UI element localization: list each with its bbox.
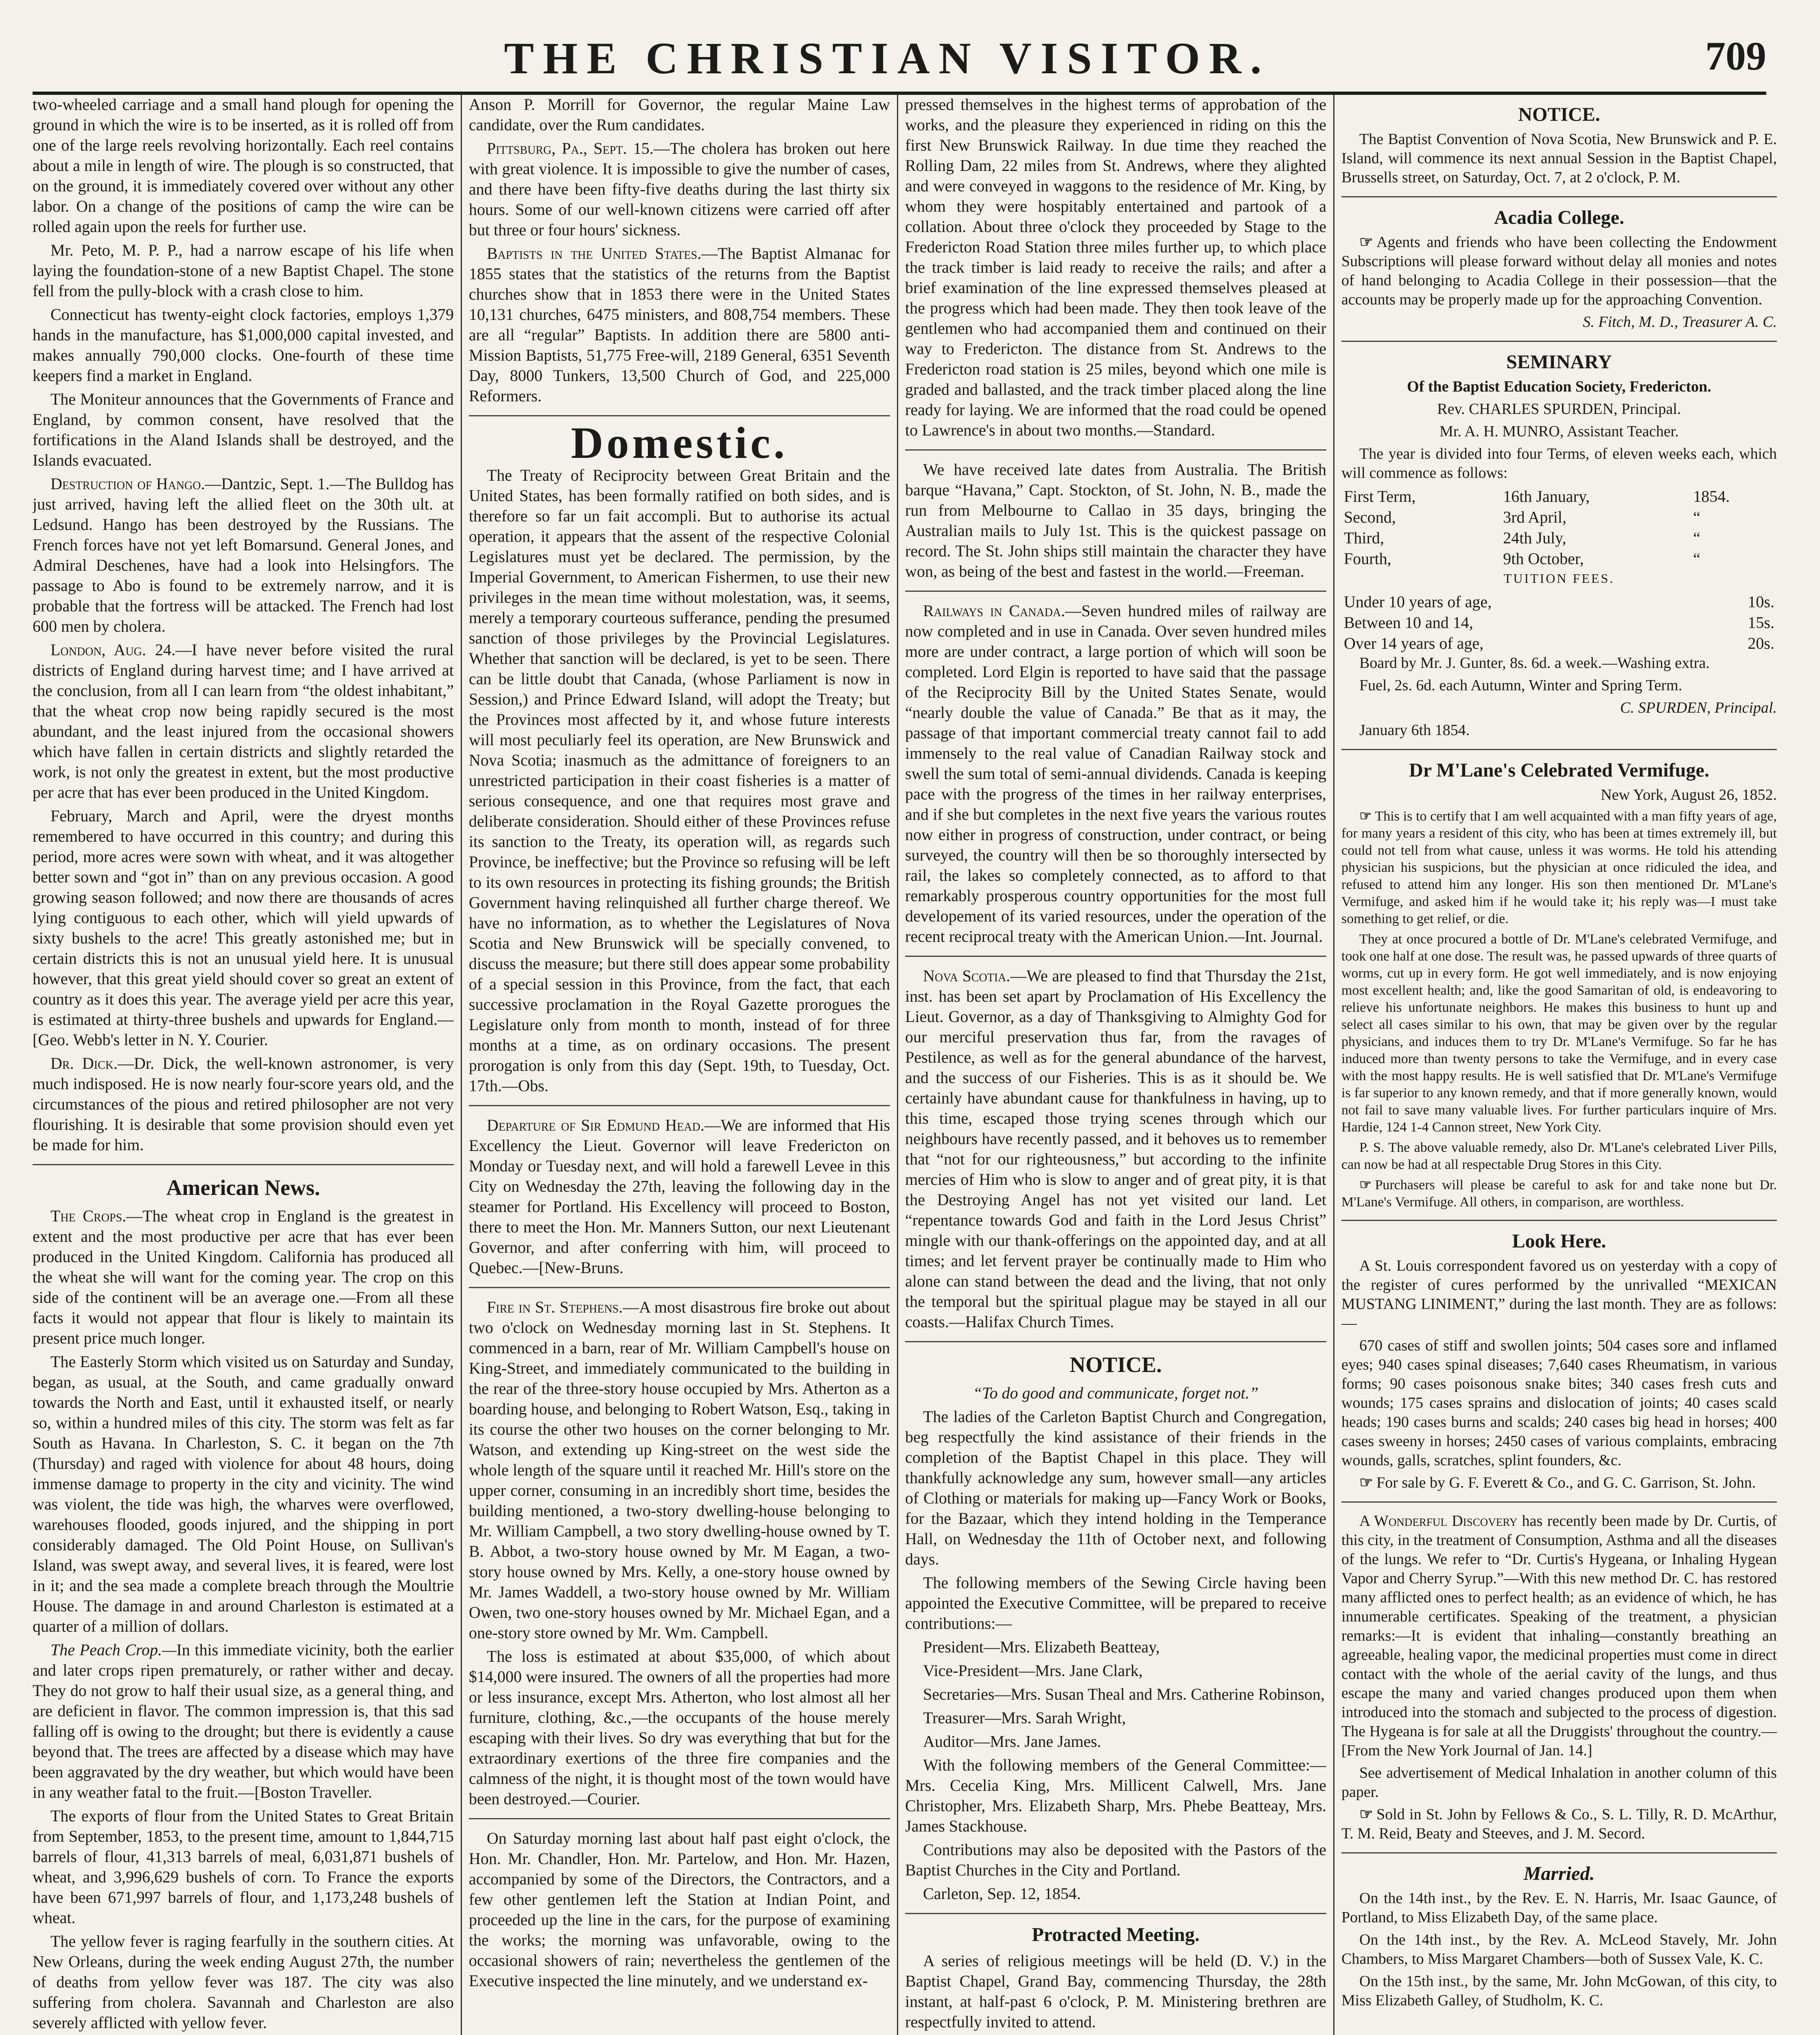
- column-2: [469, 94, 890, 2035]
- mlane-text: Purchasers will please be careful to ask for and take none but Dr. M'Lane's Vermifuge. All others, in comparison, are worthless.: [1341, 1177, 1777, 1210]
- seminary-heading: SEMINARY: [1506, 351, 1612, 373]
- fee-amount: 20s.: [1748, 634, 1774, 652]
- term-year: “: [1693, 508, 1700, 526]
- seminary-paragraph: Fuel, 2s. 6d. each Autumn, Winter and Spring Term.: [1359, 677, 1682, 694]
- article-paragraph: [905, 601, 1326, 947]
- article-lead: A Wonderful Discovery: [1359, 1512, 1518, 1530]
- article-paragraph: On Saturday morning last about half past eight o'clock, the Hon. Mr. Chandler, Hon. Mr. Partelow, and Hon. Mr. Hazen, accompanied by some of the Directors, the Contractors, and a few other gentlemen left the Station at Indian Point, and proceeded up the line in the cars, for the purpose of examining the works; the morning was unfavorable, owing to the occasional showers of rain; nevertheless the gentlemen of the Executive inspected the line minutely, and we understand ex-: [469, 1829, 890, 1990]
- seminary-paragraph: The year is divided into four Terms, of eleven weeks each, which will commence as follows:: [1341, 445, 1777, 481]
- mlane-heading: Dr M'Lane's Celebrated Vermifuge.: [1409, 759, 1709, 781]
- article-paragraph: The Moniteur announces that the Governments of France and England, by common consent, have resolved that the fortifications in the Aland Islands shall be destroyed, and the Islands evacuated.: [33, 390, 454, 469]
- tuition-heading: TUITION FEES.: [1503, 571, 1615, 586]
- section-rule: [1341, 749, 1777, 750]
- article-body: I have never before visited the rural districts of England during harvest time; and I have arrived at the conclusion, from all I can learn from “the oldest inhabitant,” that the wheat crop now being rapidly secured is the most abundant, and the least injured from the occasional showers which have fallen in certain districts and slightly retarded the work, is not only the greatest in extent, but the most productive per acre that has ever been produced in the United Kingdom.: [33, 641, 454, 801]
- article-body: We are informed that His Excellency the Lieut. Governor will leave Fredericton on Monday or Tuesday next, and will hold a farewell Levee in this City on Wednesday the 27th, leaving the following day in the steamer for Portland. His Excellency will proceed to Boston, there to meet the Hon. Mr. Manners Sutton, our next Lieutenant Governor, and after conferring with him, will proceed to Quebec.—[New-Bruns.: [469, 1116, 890, 1277]
- section-rule: [33, 1164, 454, 1165]
- article-paragraph: Mr. Peto, M. P. P., had a narrow escape of his life when laying the foundation-stone of a new Baptist Chapel. The stone fell from the pully-block with a crash close to him.: [33, 241, 454, 300]
- article-paragraph: [33, 1053, 454, 1155]
- newspaper-title: THE CHRISTIAN VISITOR.: [504, 33, 1271, 83]
- look-paragraph: [1341, 1473, 1777, 1492]
- protracted-meeting-heading: Protracted Meeting.: [1032, 1924, 1200, 1945]
- pointing-hand-icon: ☞: [1359, 1474, 1374, 1491]
- fee-row: [1341, 633, 1777, 654]
- section-heading-american-news: American News.: [166, 1175, 320, 1200]
- article-body: Dr. Dick, the well-known astronomer, is very much indisposed. He is now nearly four-score years old, and the circumstances of the pious and retired philosopher are not very flourishing. It is desirable that some provision should even yet be made for him.: [33, 1054, 454, 1154]
- fee-label: Under 10 years of age,: [1344, 593, 1492, 611]
- article-lead: Baptists in the United States.—: [487, 244, 718, 263]
- section-rule: [1341, 341, 1777, 342]
- section-rule: [469, 1287, 890, 1288]
- article-body: The cholera has broken out here with great violence. It is impossible to give the number of cases, and there have been fifty-five deaths during the last thirty six hours. Some of our well-known citizens were carried off after but three or four hours' sickness.: [469, 139, 890, 239]
- column-3: [905, 94, 1326, 2035]
- term-row: [1341, 548, 1777, 569]
- notice-heading: NOTICE.: [1070, 1352, 1162, 1377]
- term-date: 9th October,: [1503, 549, 1584, 568]
- convention-notice-heading: NOTICE.: [1518, 104, 1600, 125]
- section-rule: [1341, 196, 1777, 197]
- article-paragraph: The Treaty of Reciprocity between Great Britain and the United States, has been formally ratified on both sides, and is therefore so far un fait accompli. But to authorise its actual operation, it appears that the assent of the respective Colonial Legislatures must yet be declared. The permission, by the Imperial Government, to American Fishermen, to use their new privileges in the mean time without molestation, was, it seems, merely a temporary courteous sufferance, pending the presumed sanction of those privileges by the Provincial Legislatures. Whether that sanction will be declared, is yet to be seen. There can be little doubt that Canada, (whose Parliament is now in Session,) and Prince Edward Island, will adopt the Treaty; but the Provinces most affected by it, and whose future interests will most peculiarly feel its operation, are New Brunswick and Nova Scotia; inasmuch as the admittance of foreigners to an unrestricted participation in their coast fisheries is a matter of serious consequence, and one that requires most grave and deliberate consideration. Should either of these Provinces refuse its sanction to the Treaty, its operation will, as regards such Province, be ineffective; but the Province so refusing will be left to its own resources in protecting its fishing grounds; the British Government having relinquished all further charge thereof. We have no information, as to whether the Legislatures of Nova Scotia and New Brunswick will be specially convened, to discuss the measure; but there still does appear some probability of a special session in this Province, from the fact, that each successive proclamation in the Royal Gazette prorogues the Legislature only from month to month, instead of for three months at a time, as on ordinary occasions. The present prorogation is only from this day (Sept. 19th, to Tuesday, Oct. 17th.—Obs.: [469, 466, 890, 1095]
- article-lead: Nova Scotia.—: [923, 967, 1027, 985]
- mlane-text: This is to certify that I am well acquainted with a man fifty years of age, for many years a resident of this city, who has been at times extremely ill, but could not tell from what cause, unless it was worms. He told his attending physician his suspicions, but the physician at once ridiculed the idea, and refused to attend him any longer. His son then mentioned Dr. M'Lane's Vermifuge, and asked him if he would take it; his reply was—I must take something to get relief, or die.: [1341, 809, 1777, 926]
- married-notice: On the 14th inst., by the Rev. A. McLeod Stavely, Mr. John Chambers, to Miss Margaret Chambers—both of Sussex Vale, K. C.: [1341, 1931, 1777, 1967]
- term-date: 16th January,: [1503, 487, 1590, 505]
- article-paragraph: [469, 1297, 890, 1643]
- term-row: [1341, 507, 1777, 527]
- column-1: [33, 94, 454, 2035]
- pointing-hand-icon: ☞: [1359, 809, 1372, 824]
- fee-row: [1341, 612, 1777, 633]
- section-rule: [469, 415, 890, 416]
- seminary-staff: Mr. A. H. MUNRO, Assistant Teacher.: [1439, 423, 1679, 440]
- section-rule: [1341, 1220, 1777, 1221]
- discovery-paragraph: [1341, 1805, 1777, 1843]
- term-name: Third,: [1344, 529, 1384, 547]
- section-rule: [905, 1341, 1326, 1342]
- notice-date: Carleton, Sep. 12, 1854.: [923, 1884, 1081, 1903]
- term-row: [1341, 486, 1777, 507]
- seminary-staff: Rev. CHARLES SPURDEN, Principal.: [1437, 400, 1681, 418]
- article-paragraph: Anson P. Morrill for Governor, the regular Maine Law candidate, over the Rum candidates.: [469, 95, 890, 134]
- section-heading-domestic: Domestic.: [571, 418, 788, 468]
- article-lead: Pittsburg, Pa., Sept. 15.—: [487, 139, 670, 158]
- married-heading: Married.: [1523, 1863, 1595, 1884]
- term-name: First Term,: [1344, 487, 1416, 505]
- article-lead: The Crops.—: [50, 1207, 143, 1225]
- masthead: [33, 24, 1766, 85]
- column-divider: [897, 94, 898, 2035]
- mlane-paragraph: They at once procured a bottle of Dr. M'Lane's celebrated Vermifuge, and took one half at one dose. The result was, he passed upwards of three quarts of worms, cut up in every form. He got well immediately, and is now enjoying most excellent health; and, like the good Samaritan of old, is endeavoring to relieve his unfortunate neighbors. He makes this business to hunt up and select all cases similar to his own, that may be given over by the regular physicians, and induces them to try Dr. M'Lane's Vermifuge. So far he has induced more than twenty persons to take the Vermifuge, and in every case with the most happy results. He is well satisfied that Dr. M'Lane's Vermifuge is far superior to any known remedy, and that if more generally known, would not fail to save many valuable lives. For further particulars inquire of Mrs. Hardie, 124 1-4 Cannon street, New York City.: [1341, 932, 1777, 1135]
- protracted-paragraph: A series of religious meetings will be held (D. V.) in the Baptist Chapel, Grand Bay, commencing Thursday, the 28th instant, at half-past 6 o'clock, P. M. Ministering brethren are respectfully invited to attend.: [905, 1952, 1326, 2031]
- term-year: “: [1693, 549, 1700, 568]
- married-notice: On the 15th inst., by the same, Mr. John McGowan, of this city, to Miss Elizabeth Galley, of Studholm, K. C.: [1341, 1973, 1777, 2009]
- acadia-signature: S. Fitch, M. D., Treasurer A. C.: [1583, 313, 1777, 330]
- term-date: 3rd April,: [1503, 508, 1566, 526]
- acadia-text: Agents and friends who have been collecting the Endowment Subscriptions will please forward without delay all monies and notes of hand belonging to Acadia College in their possession—that the accounts may be properly made up for the approaching Convention.: [1341, 234, 1777, 308]
- acadia-paragraph: [1341, 233, 1777, 309]
- terms-table: [1341, 486, 1777, 569]
- officer-line: Vice-President—Mrs. Jane Clark,: [923, 1661, 1143, 1680]
- section-rule: [1341, 1501, 1777, 1503]
- term-year: “: [1693, 529, 1700, 547]
- article-paragraph: two-wheeled carriage and a small hand plough for opening the ground in which the wire is to be inserted, as it is rolled off from one of the large reels revolving horizontally. Each reel contains about a mile in length of wire. The plough is so constructed, that on the ground, it is immediately covered over without any other labor. On a change of the positions of camp the wire can be rolled again upon the reels for further use.: [33, 95, 454, 236]
- fee-row: [1341, 591, 1777, 612]
- article-paragraph: February, March and April, were the dryest months remembered to have occurred in this country; and during this period, more acres were sown with wheat, and it was altogether better sown and “got in” than on any previous occasion. A good growing season followed; and now there are thousands of acres lying contiguous to each other, which will yield upwards of sixty bushels to the acre! This greatly astonished me; but in certain districts this is not an unusual yield here. It is unusual however, that this great yield should cover so great an extent of country as it does this year. The average yield per acre this year, is estimated at thirty-three bushels and upwards for England.—[Geo. Webb's letter in N. Y. Courier.: [33, 807, 454, 1049]
- officer-line: Secretaries—Mrs. Susan Theal and Mrs. Catherine Robinson,: [923, 1685, 1325, 1703]
- article-paragraph: [469, 1115, 890, 1278]
- column-divider: [461, 94, 462, 2035]
- article-lead: London, Aug. 24.—: [50, 641, 192, 659]
- article-body: Seven hundred miles of railway are now completed and in use in Canada. Over seven hundred miles more are under contract, a large portion of which will soon be completed. Lord Elgin is reported to have said that the passage of the Reciprocity Bill by the United States Senate, would “nearly double the value of Canada.” Be that as it may, the passage of that important commercial treaty cannot fail to add immensely to the real value of Canadian Railway stock and swell the sum total of semi-annual dividends. Canada is keeping pace with the progress of the times in her railway enterprises, and if she but completes in the next five years the various routes now either in progress of construction, under contract, or being surveyed, the country will then be so thoroughly intersected by rail, the lakes so completely connected, as to afford to that remarkably prosperous country opportunities for the most full developement of its varied resources, under the operation of the recent reciprocal treaty with the American Union.—Int. Journal.: [905, 602, 1326, 945]
- article-paragraph: The exports of flour from the United States to Great Britain from September, 1853, to the present time, amount to 1,844,715 barrels of flour, 41,313 barrels of meal, 6,031,871 bushels of wheat, and 3,996,629 bushels of corn. To France the exports have been 671,997 barrels of flour, and 1,173,248 bushels of wheat.: [33, 1807, 454, 1927]
- page-number: 709: [1705, 33, 1766, 79]
- pointing-hand-icon: ☞: [1359, 1177, 1372, 1193]
- term-row: [1341, 527, 1777, 548]
- term-name: Second,: [1344, 508, 1396, 526]
- notice-motto: “To do good and communicate, forget not.”: [973, 1384, 1259, 1402]
- fee-amount: 10s.: [1748, 593, 1774, 611]
- article-body: We are pleased to find that Thursday the 21st, inst. has been set apart by Proclamation of His Excellency the Lieut. Governor, as a day of Thanksgiving to Almighty God for our merciful preservation thus far, from the ravages of Pestilence, as well as for the general abundance of the harvest, and the success of our Fisheries. This is as it should be. We certainly have abundant cause for thankfulness in having, up to this time, escaped those trying scenes through which our neighbours have recently passed, and it behoves us to remember that “not for our righteousness,” but according to the infinite mercies of Him who is slow to anger and of great pity, it is that the Destroying Angel has not yet visited our land. Let “repentance towards God and faith in the Lord Jesus Christ” mingle with our thank-offerings on the appointed day, and at all times; and let fervent prayer be continually made to Him who alone can stand between the dead and the living, that not only the temporal but the spiritual plague may be stayed in all our coasts.—Halifax Church Times.: [905, 967, 1326, 1331]
- article-paragraph: [33, 474, 454, 637]
- article-paragraph: The Easterly Storm which visited us on Saturday and Sunday, began, as usual, at the South, and came gradually onward towards the North and East, until it exhausted itself, or nearly so, within a hundred miles of this city. The storm was felt as far South as Havana. In Charleston, S. C. it began on the 7th (Thursday) and raged with violence for about 48 hours, doing immense damage to property in the city and vicinity. The wind was violent, the tide was high, the wharves were overflowed, warehouses flooded, goods injured, and the shipping in port considerably damaged. The Old Point House, on Sullivan's Island, was swept away, and several lives, it is feared, were lost in it; and the sea made a complete breach through the Moultrie House. The damage in and around Charleston is estimated at a quarter of a million of dollars.: [33, 1352, 454, 1635]
- fee-label: Over 14 years of age,: [1344, 634, 1484, 652]
- discovery-paragraph: See advertisement of Medical Inhalation in another column of this paper.: [1341, 1764, 1777, 1801]
- article-paragraph: [469, 243, 890, 406]
- acadia-heading: Acadia College.: [1494, 207, 1624, 228]
- column-divider: [1333, 94, 1334, 2035]
- article-body: In this immediate vicinity, both the earlier and later crops ripen prematurely, or rather wither and decay. They do not grow to half their usual size, as a general thing, and are deficient in flavor. The common impression is, that this sad falling off is owing to the drought; but there is evidently a cause beyond that. The trees are affected by a disease which may have been aggravated by the dry weather, but which would have been in any weather fatal to the fruit.—[Boston Traveller.: [33, 1641, 454, 1801]
- mlane-paragraph: [1341, 808, 1777, 928]
- article-paragraph: [33, 1206, 454, 1348]
- section-rule: [1341, 1852, 1777, 1853]
- article-lead: Destruction of Hango.—: [50, 475, 221, 493]
- article-lead: Fire in St. Stephens.—: [487, 1298, 639, 1316]
- section-rule: [469, 1818, 890, 1819]
- article-lead: Dr. Dick.—: [50, 1054, 134, 1072]
- article-paragraph: We have received late dates from Australia. The British barque “Havana,” Capt. Stockton, of St. John, N. B., made the run from Melbourne to Callao in 35 days, bringing the Australian mails to July 1st. This is the quickest passage on record. The St. John ships still maintain the character they have won, as being of the best and fastest in the world.—Freeman.: [905, 460, 1326, 580]
- mlane-paragraph: [1341, 1177, 1777, 1211]
- article-lead: Departure of Sir Edmund Head.—: [487, 1116, 721, 1134]
- article-paragraph: [469, 138, 890, 240]
- article-lead: Railways in Canada.—: [923, 602, 1082, 620]
- article-lead: The Peach Crop.—: [50, 1641, 177, 1659]
- fees-table: [1341, 591, 1777, 654]
- fee-amount: 15s.: [1748, 613, 1774, 632]
- discovery-text: Sold in St. John by Fellows & Co., S. L. Tilly, R. D. McArthur, T. M. Reid, Beaty and Steeves, and J. M. Secord.: [1341, 1806, 1777, 1842]
- article-paragraph: [33, 1640, 454, 1803]
- married-notice: On the 14th inst., by the Rev. E. N. Harris, Mr. Isaac Gaunce, of Portland, to Miss Elizabeth Day, of the same place.: [1341, 1890, 1777, 1926]
- article-paragraph: [905, 966, 1326, 1332]
- section-rule: [469, 1105, 890, 1106]
- fee-label: Between 10 and 14,: [1344, 613, 1473, 632]
- article-paragraph: pressed themselves in the highest terms of approbation of the works, and the pleasure they experienced in riding on this the first New Brunswick Railway. In due time they reached the Rolling Dam, 22 miles from St. Andrews, where they alighted and were conveyed in waggons to the residence of Mr. King, by whom they were hospitably entertained and partook of a collation. About three o'clock they proceeded by Stage to the Fredericton Road Station three miles further up, to which place the track timber is laid ready to receive the rails; and after a brief examination of the line expressed themselves pleased at the progress which had been made. They then took leave of the gentlemen who had accompanied them and continued on their way to Fredericton. The distance from St. Andrews to the Fredericton road station is 25 miles, beyond which one mile is graded and ballasted, and the track timber placed along the line ready for laying. We are informed that the road could be opened to Lawrence's in about two months.—Standard.: [905, 95, 1326, 439]
- article-body: The wheat crop in England is the greatest in extent and the most productive per acre that has ever been produced in the United Kingdom. California has produced all the wheat she will want for the coming year. The crop on this side of the continent will be an average one.—From all these facts it would not appear that flour is likely to maintain its present price much longer.: [33, 1207, 454, 1347]
- look-paragraph: 670 cases of stiff and swollen joints; 504 cases sore and inflamed eyes; 940 cases spinal diseases; 7,640 cases Rheumatism, in various forms; 90 cases poisonous snake bites; 340 cases fresh cuts and wounds; 175 cases sprains and dislocation of joints; 40 cases scald heads; 190 cases burns and scalds; 240 cases big head in horses; 400 cases sweeny in horses; 2450 cases of various complaints, embracing wounds, galls, scratches, splint founders, &c.: [1341, 1337, 1777, 1469]
- notice-paragraph: With the following members of the General Committee:—Mrs. Cecelia King, Mrs. Millicent Calwell, Mrs. Jane Christopher, Mrs. Elizabeth Sharp, Mrs. Phebe Beatteay, Mrs. James Stackhouse.: [905, 1756, 1326, 1835]
- pointing-hand-icon: ☞: [1359, 1806, 1374, 1823]
- term-date: 24th July,: [1503, 529, 1566, 547]
- article-body: Dantzic, Sept. 1.—The Bulldog has just arrived, having left the allied fleet on the 30th ult. at Ledsund. Hango has been destroyed by the Russians. The French forces have not yet left Bomarsund. General Jones, and Admiral Deschenes, have had a look into Helsingfors. The passage to Abo is found to be extremely narrow, and it is probable that the fortress will be attacked. The French had lost 600 men by cholera.: [33, 475, 454, 635]
- officer-list: [905, 1637, 1326, 1752]
- section-rule: [905, 956, 1326, 957]
- look-paragraph: A St. Louis correspondent favored us on yesterday with a copy of the register of cures performed by the unrivalled “MEXICAN MUSTANG LINIMENT,” during the last month. They are as follows:—: [1341, 1257, 1777, 1332]
- officer-line: President—Mrs. Elizabeth Beatteay,: [923, 1638, 1160, 1656]
- section-rule: [905, 449, 1326, 451]
- article-body: A most disastrous fire broke out about two o'clock on Wednesday morning last in St. Stephens. It commenced in a barn, rear of Mr. William Campbell's house on King-Street, and immediately communicated to the building in the rear of the three-story house occupied by Mrs. Atherton as a boarding house, and belonging to Robert Watson, Esq., taking in its course the other two houses on the corner belonging to Mr. Watson, and extending up King-street on the west side the whole length of the square until it reached Mr. Hill's store on the upper corner, consuming in an incredibly short time, besides the building mentioned, a two-story dwelling-house belonging to Mr. William Campbell, a two story dwelling-house owned by T. B. Abbot, a two-story house owned by Mr. M Eagan, a two-story house owned by Mrs. Kelly, a one-story house owned by Mr. James Waddell, a two-story house owned by Mr. William Owen, two one-story houses owned by Mr. Michael Egan, and a one-story store owned by Mr. Wm. Campbell.: [469, 1298, 890, 1642]
- look-text: For sale by G. F. Everett & Co., and G. C. Garrison, St. John.: [1376, 1474, 1756, 1491]
- term-name: Fourth,: [1344, 549, 1391, 568]
- article-paragraph: [33, 640, 454, 803]
- article-paragraph: The yellow fever is raging fearfully in the southern cities. At New Orleans, during the week ending August 27th, the number of deaths from yellow fever was 187. The city was also suffering from cholera. Savannah and Charleston are also severely afflicted with yellow fever.: [33, 1932, 454, 2032]
- discovery-text: has recently been made by Dr. Curtis, of this city, in the treatment of Consumption, Asthma and all the diseases of the lungs. We refer to “Dr. Curtis's Hygeana, or Inhaling Hygean Vapor and Cherry Syrup.”—With this new method Dr. C. has restored many afflicted ones to perfect health; as an evidence of which, he has innumerable certificates. Speaking of the treatment, a physician remarks:—It is evident that inhaling—constantly breathing an agreeable, healing vapor, the medicinal properties must come in direct contact with the whole of the aerial cavity of the lungs, and thus escape the many and varied changes produced upon them when introduced into the stomach and subjected to the process of digestion. The Hygeana is for sale at all the Druggists' throughout the country.—[From the New York Journal of Jan. 14.]: [1341, 1512, 1777, 1759]
- section-rule: [905, 591, 1326, 592]
- article-paragraph: Connecticut has twenty-eight clock factories, employs 1,379 hands in the manufacture, has $1,000,000 capital invested, and makes annually 790,000 clocks. One-fourth of these time keepers find a market in England.: [33, 305, 454, 385]
- discovery-paragraph: [1341, 1512, 1777, 1760]
- pointing-hand-icon: ☞: [1359, 234, 1374, 251]
- seminary-date: January 6th 1854.: [1359, 722, 1470, 739]
- section-rule: [905, 1913, 1326, 1914]
- notice-paragraph: The ladies of the Carleton Baptist Church and Congregation, beg respectfully the kind assistance of their friends in the completion of the Baptist Chapel in this place. They will thankfully acknowledge any sum, however small—any articles of Clothing or materials for making up—Fancy Work or Books, for the Bazaar, which they intend holding in the Temperance Hall, on Wednesday the 11th of October next, and following days.: [905, 1407, 1326, 1568]
- notice-paragraph: The following members of the Sewing Circle having been appointed the Executive Committee, will be prepared to receive contributions:—: [905, 1573, 1326, 1632]
- seminary-signature: C. SPURDEN, Principal.: [1620, 699, 1777, 716]
- mlane-paragraph: P. S. The above valuable remedy, also Dr. M'Lane's celebrated Liver Pills, can now be had at all respectable Drug Stores in this City.: [1341, 1140, 1777, 1172]
- officer-line: Auditor—Mrs. Jane James.: [923, 1732, 1101, 1751]
- notice-paragraph: Contributions may also be deposited with the Pastors of the Baptist Churches in the City and Portland.: [905, 1840, 1326, 1879]
- seminary-subheading: Of the Baptist Education Society, Fredericton.: [1407, 378, 1711, 395]
- term-year: 1854.: [1693, 487, 1730, 505]
- look-here-heading: Look Here.: [1512, 1230, 1606, 1252]
- officer-line: Treasurer—Mrs. Sarah Wright,: [923, 1709, 1126, 1727]
- mlane-dateline: New York, August 26, 1852.: [1601, 786, 1777, 803]
- column-4: [1341, 94, 1777, 2035]
- seminary-paragraph: Board by Mr. J. Gunter, 8s. 6d. a week.—Washing extra.: [1359, 654, 1710, 672]
- article-paragraph: The loss is estimated at about $35,000, of which about $14,000 were insured. The owners of all the properties had more or less insurance, except Mrs. Atherton, who lost almost all her furniture, clothing, &c.,—the occupants of the house merely escaping with their lives. So dry was everything that but for the extraordinary exertions of the three fire companies and the calmness of the night, it is thought most of the town would have been destroyed.—Courier.: [469, 1647, 890, 1808]
- article-body: The Baptist Almanac for 1855 states that the statistics of the returns from the Baptist churches show that in 1853 there were in the United States 10,131 churches, 6475 ministers, and 808,754 members. These are all “regular” Baptists. In addition there are 5800 anti-Mission Baptists, 51,775 Free-will, 2189 General, 6351 Seventh Day, 8000 Tunkers, 13,500 Church of God, and 225,000 Reformers.: [469, 244, 890, 405]
- convention-notice: The Baptist Convention of Nova Scotia, New Brunswick and P. E. Island, will commence its next annual Session in the Baptist Chapel, Brussells street, on Saturday, Oct. 7, at 2 o'clock, P. M.: [1341, 131, 1777, 186]
